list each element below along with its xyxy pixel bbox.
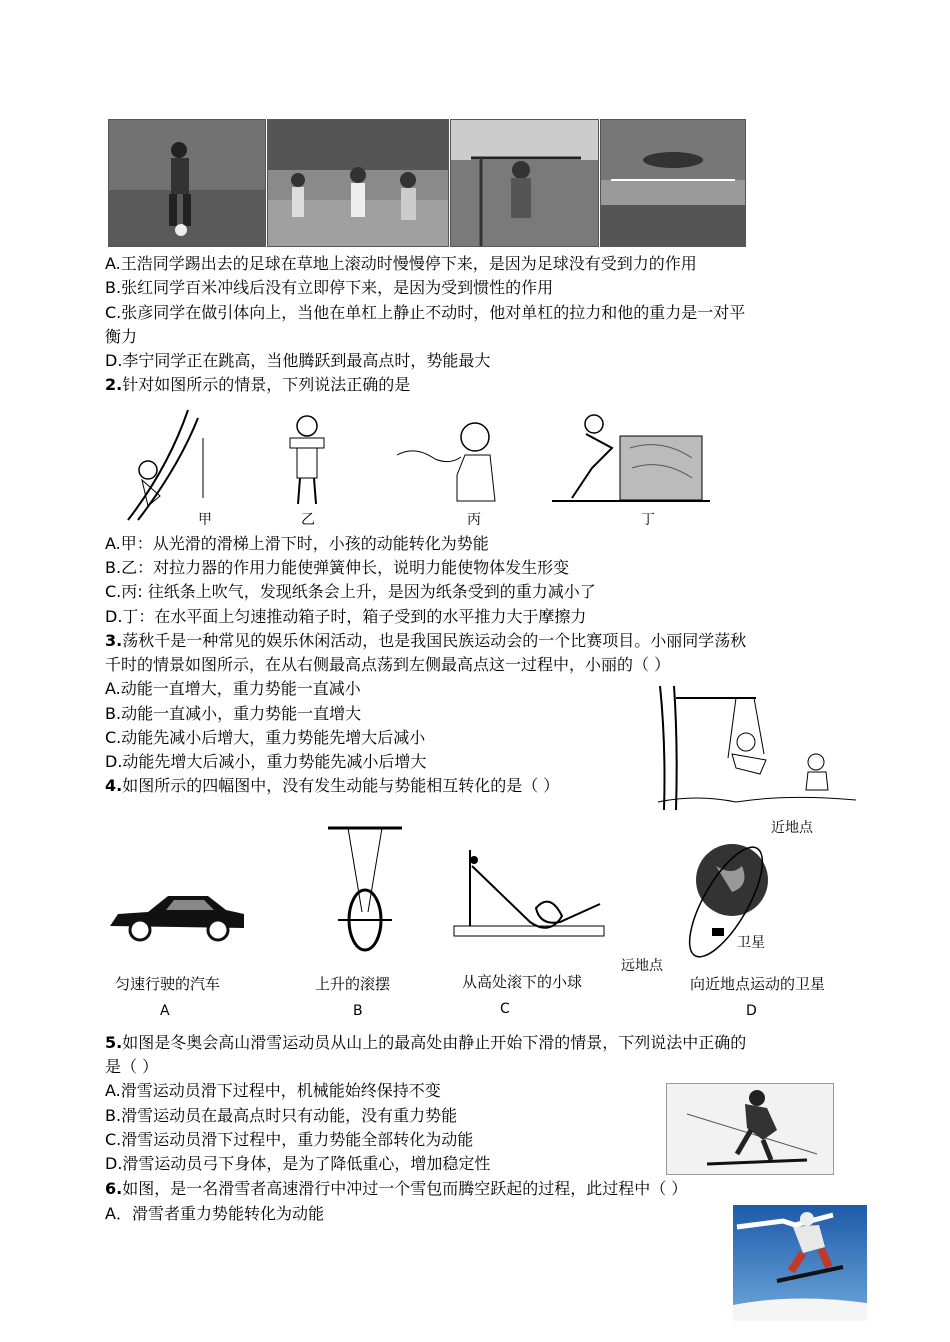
q2-stem [105,374,410,396]
q1-option-c-line1: C.张彦同学在做引体向上，当他在单杠上静止不动时，他对单杠的拉力和他的重力是一对平 [105,303,746,322]
q4-number: 4. [105,776,123,795]
q4-car-figure [108,886,246,944]
q2-figure-jia [108,408,218,524]
q3-stem-line2: 千时的情景如图所示，在从右侧最高点荡到左侧最高点这一过程中，小丽的（ ） [105,655,671,674]
q6-stem [105,1178,687,1200]
q3-swing-figure [656,684,860,812]
q4-letter-a: A [160,1003,170,1019]
q5-option-c: C.滑雪运动员滑下过程中，重力势能全部转化为动能 [105,1130,474,1149]
q2-stem-text: 针对如图所示的情景，下列说法正确的是 [122,375,411,394]
q5-stem-text: 如图是冬奥会高山滑雪运动员从山上的最高处由静止开始下滑的情景，下列说法中正确的 [122,1033,747,1052]
q3-option-d: D.动能先增大后减小，重力势能先减小后增大 [105,752,427,771]
q2-figure-ding [552,408,710,504]
q2-option-c: C.丙: 往纸条上吹气，发现纸条会上升，是因为纸条受到的重力减小了 [105,582,596,601]
q2-figure-bing [395,415,500,503]
q4-stem-text: 如图所示的四幅图中，没有发生动能与势能相互转化的是（ ） [122,776,560,795]
q4-caption-d: 向近地点运动的卫星 [690,975,826,993]
q5-stem-line1 [105,1032,746,1054]
q2-option-b: B.乙：对拉力器的作用力能使弹簧伸长，说明力能使物体发生形变 [105,558,570,577]
q3-stem-line1 [105,630,746,652]
q6-snowboarder-photo [733,1205,867,1321]
football-photo [108,119,266,247]
q4-far-point-label: 远地点 [621,958,663,974]
q4-caption-b: 上升的滚摆 [315,975,391,993]
q6-number: 6. [105,1179,123,1198]
q6-option-a: A．滑雪者重力势能转化为动能 [105,1204,324,1223]
q2-label-bing: 丙 [467,512,481,528]
q5-option-b: B.滑雪运动员在最高点时只有动能，没有重力势能 [105,1106,458,1125]
q2-figure-yi [272,408,342,508]
q4-letter-b: B [353,1003,363,1019]
q4-caption-c: 从高处滚下的小球 [462,973,583,991]
q5-stem-line2: 是（ ） [105,1057,159,1076]
q4-near-point-label: 近地点 [771,820,813,836]
q1-option-b: B.张红同学百米冲线后没有立即停下来，是因为受到惯性的作用 [105,278,554,297]
q2-label-yi: 乙 [301,512,315,528]
q6-stem-text: 如图，是一名滑雪者高速滑行中冲过一个雪包而腾空跃起的过程，此过程中（ ） [122,1179,688,1198]
q2-label-ding: 丁 [641,512,655,528]
q5-number: 5. [105,1033,123,1052]
q5-skier-photo [666,1083,834,1175]
q3-number: 3. [105,631,123,650]
q4-letter-d: D [746,1003,757,1019]
pullup-photo [450,119,599,247]
q2-label-jia: 甲 [198,512,212,528]
high-jump-photo [600,119,746,247]
q3-option-b: B.动能一直减小，重力势能一直增大 [105,704,362,723]
q1-option-a: A.王浩同学踢出去的足球在草地上滚动时慢慢停下来，是因为足球没有受到力的作用 [105,254,697,273]
q2-option-d: D.丁：在水平面上匀速推动箱子时，箱子受到的水平推力大于摩擦力 [105,607,587,626]
q4-stem [105,775,559,797]
q4-satellite-label: 卫星 [737,935,765,951]
q1-option-d: D.李宁同学正在跳高，当他腾跃到最高点时，势能最大 [105,351,491,370]
q4-maxwell-wheel-figure [318,826,412,962]
q2-number: 2. [105,375,123,394]
q1-option-c-line2: 衡力 [105,327,138,346]
q2-option-a: A.甲：从光滑的滑梯上滑下时，小孩的动能转化为势能 [105,534,489,553]
q3-stem-text: 荡秋千是一种常见的娱乐休闲活动，也是我国民族运动会的一个比赛项目。小丽同学荡秋 [122,631,747,650]
q4-rolling-ball-figure [450,846,606,942]
q3-option-a: A.动能一直增大，重力势能一直减小 [105,679,361,698]
q5-option-d: D.滑雪运动员弓下身体，是为了降低重心，增加稳定性 [105,1154,491,1173]
q5-option-a: A.滑雪运动员滑下过程中，机械能始终保持不变 [105,1081,441,1100]
q4-letter-c: C [500,1001,510,1017]
q3-option-c: C.动能先减小后增大，重力势能先增大后减小 [105,728,426,747]
q4-caption-a: 匀速行驶的汽车 [115,975,221,993]
sprint-photo [267,119,449,247]
